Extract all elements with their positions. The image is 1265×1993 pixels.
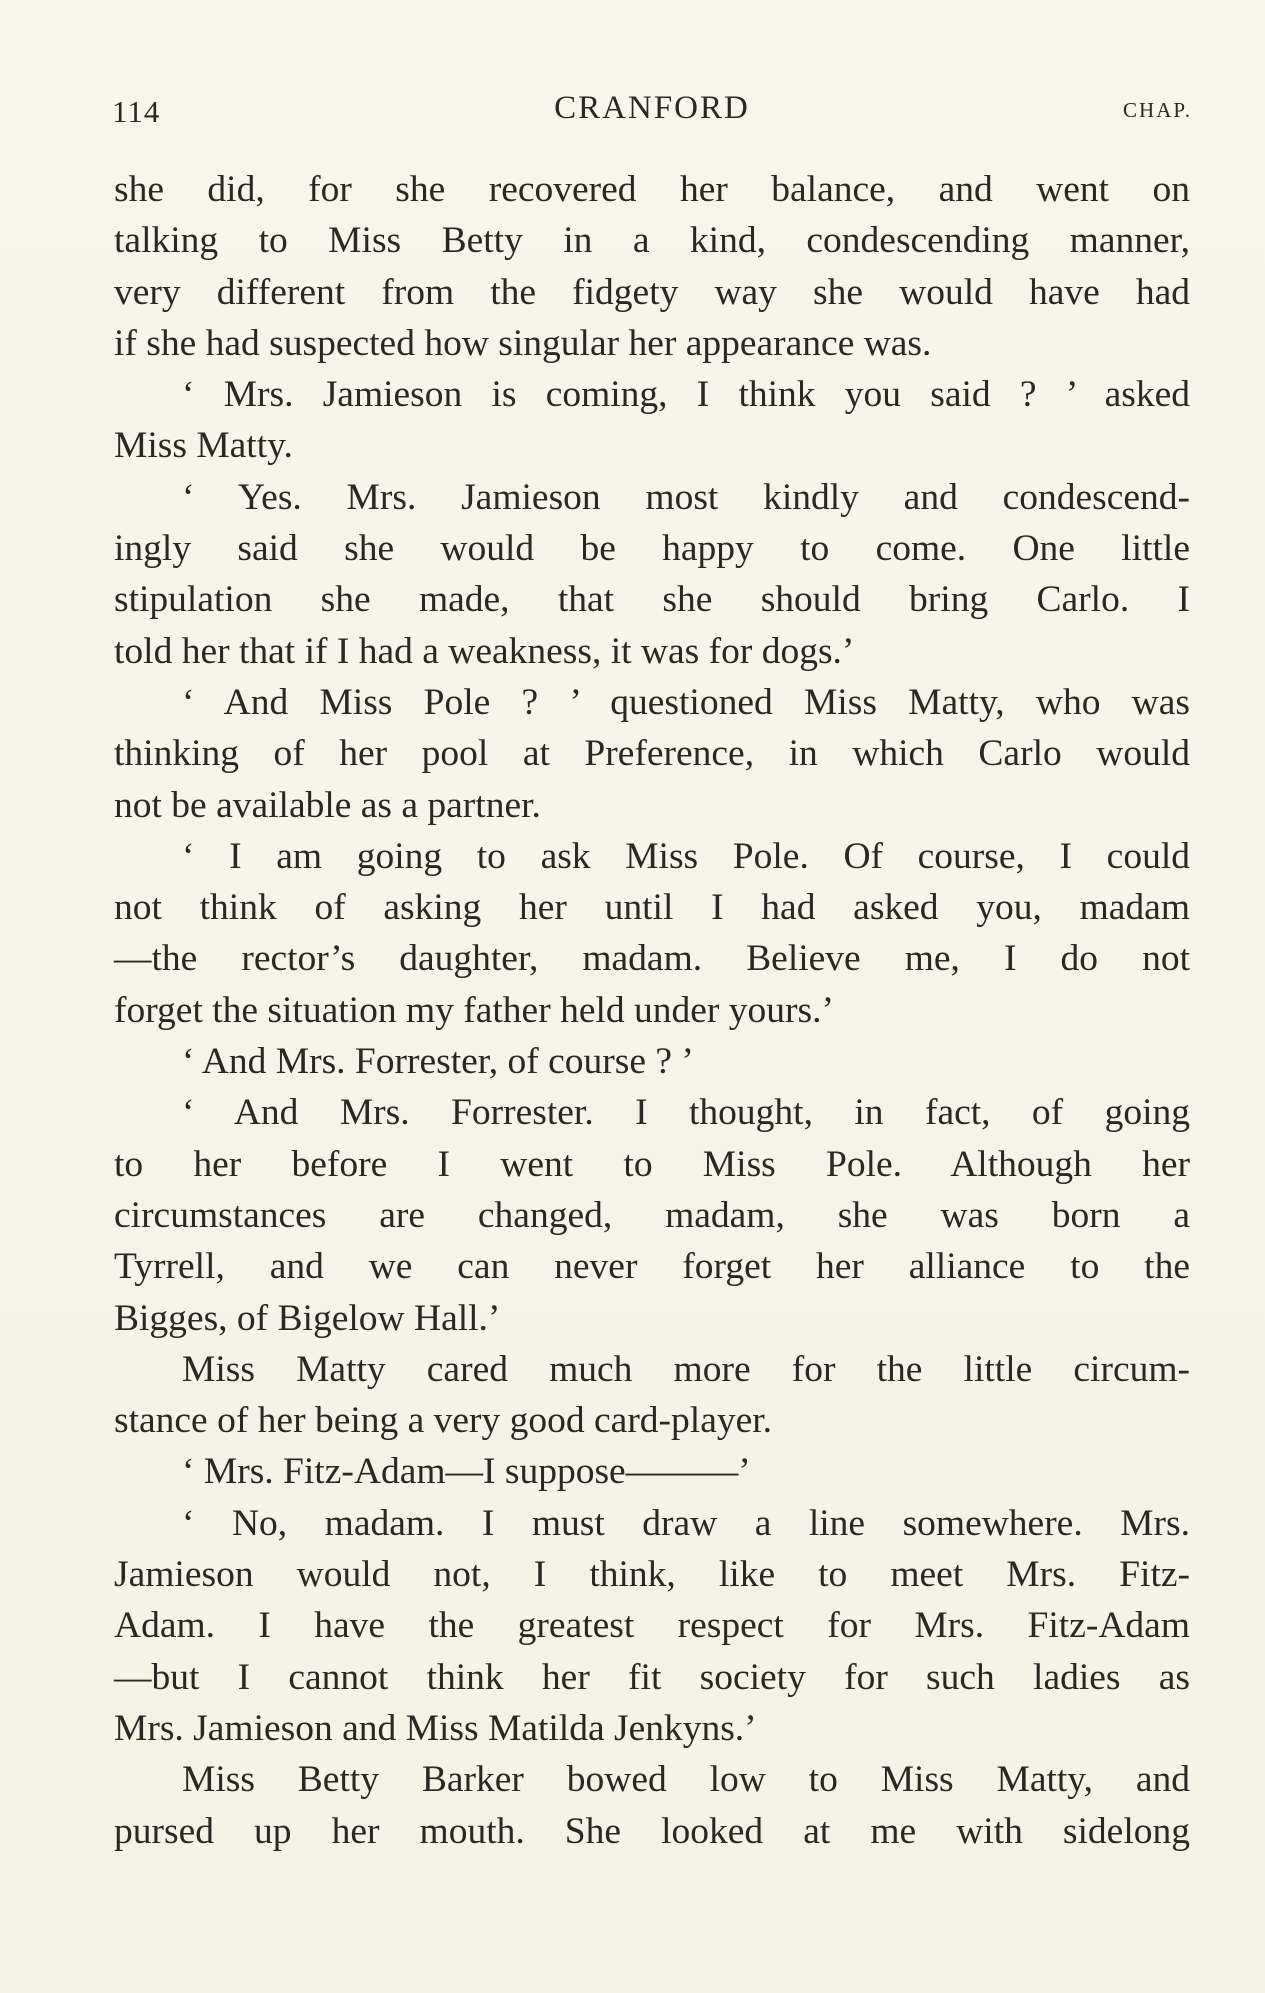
text-line: not be available as a partner. (114, 784, 541, 826)
text-line: pursed up her mouth. She looked at me with sidelong (114, 1810, 1190, 1852)
page-number: 114 (112, 94, 161, 129)
text-line: Miss Matty cared much more for the little circum- (182, 1348, 1190, 1390)
text-line: if she had suspected how singular her appearance was. (114, 322, 932, 364)
text-line: Tyrrell, and we can never forget her alliance to the (114, 1246, 1190, 1288)
book-title: CRANFORD (554, 90, 750, 126)
text-line: not think of asking her until I had asked you, madam (114, 887, 1190, 929)
text-line: ‘ No, madam. I must draw a line somewhere. Mrs. (182, 1502, 1190, 1544)
text-line: ‘ And Miss Pole ? ’ questioned Miss Matty, who was (182, 681, 1190, 723)
running-head (112, 86, 1192, 136)
text-line: Bigges, of Bigelow Hall.’ (114, 1297, 501, 1339)
text-line: circumstances are changed, madam, she was born a (114, 1194, 1190, 1236)
text-line: stance of her being a very good card-player. (114, 1400, 773, 1442)
text-line: stipulation she made, that she should bring Carlo. I (114, 579, 1190, 621)
text-line: told her that if I had a weakness, it was for dogs.’ (114, 630, 855, 672)
text-line: ‘ Yes. Mrs. Jamieson most kindly and condescend- (182, 476, 1190, 518)
text-line: she did, for she recovered her balance, and went on (114, 169, 1190, 210)
text-line: ingly said she would be happy to come. One little (114, 528, 1190, 570)
text-line: thinking of her pool at Preference, in which Carlo would (114, 733, 1190, 775)
text-line: ‘ And Mrs. Forrester. I thought, in fact, of going (182, 1092, 1190, 1134)
text-line: ‘ And Mrs. Forrester, of course ? ’ (182, 1041, 694, 1083)
text-line: ‘ Mrs. Fitz-Adam—I suppose———’ (182, 1451, 751, 1493)
text-line: ‘ Mrs. Jamieson is coming, I think you said ? ’ asked (182, 374, 1190, 416)
text-line: Mrs. Jamieson and Miss Matilda Jenkyns.’ (114, 1707, 757, 1749)
body-text (114, 164, 1190, 1857)
text-line: forget the situation my father held under yours.’ (114, 989, 834, 1031)
text-line: to her before I went to Miss Pole. Although her (114, 1143, 1190, 1185)
text-line: very different from the fidgety way she would have had (114, 271, 1190, 313)
text-line: Jamieson would not, I think, like to meet Mrs. Fitz- (114, 1554, 1190, 1596)
text-line: —the rector’s daughter, madam. Believe me, I do not (114, 938, 1190, 980)
text-line: —but I cannot think her fit society for such ladies as (114, 1656, 1190, 1698)
text-line: Miss Matty. (114, 425, 293, 467)
text-line: Miss Betty Barker bowed low to Miss Matty, and (182, 1759, 1190, 1801)
text-line: talking to Miss Betty in a kind, condescending manner, (114, 220, 1190, 262)
chapter-label: CHAP. (1123, 98, 1192, 122)
text-line: ‘ I am going to ask Miss Pole. Of course, I could (182, 835, 1190, 877)
text-line: Adam. I have the greatest respect for Mrs. Fitz-Adam (114, 1605, 1190, 1647)
